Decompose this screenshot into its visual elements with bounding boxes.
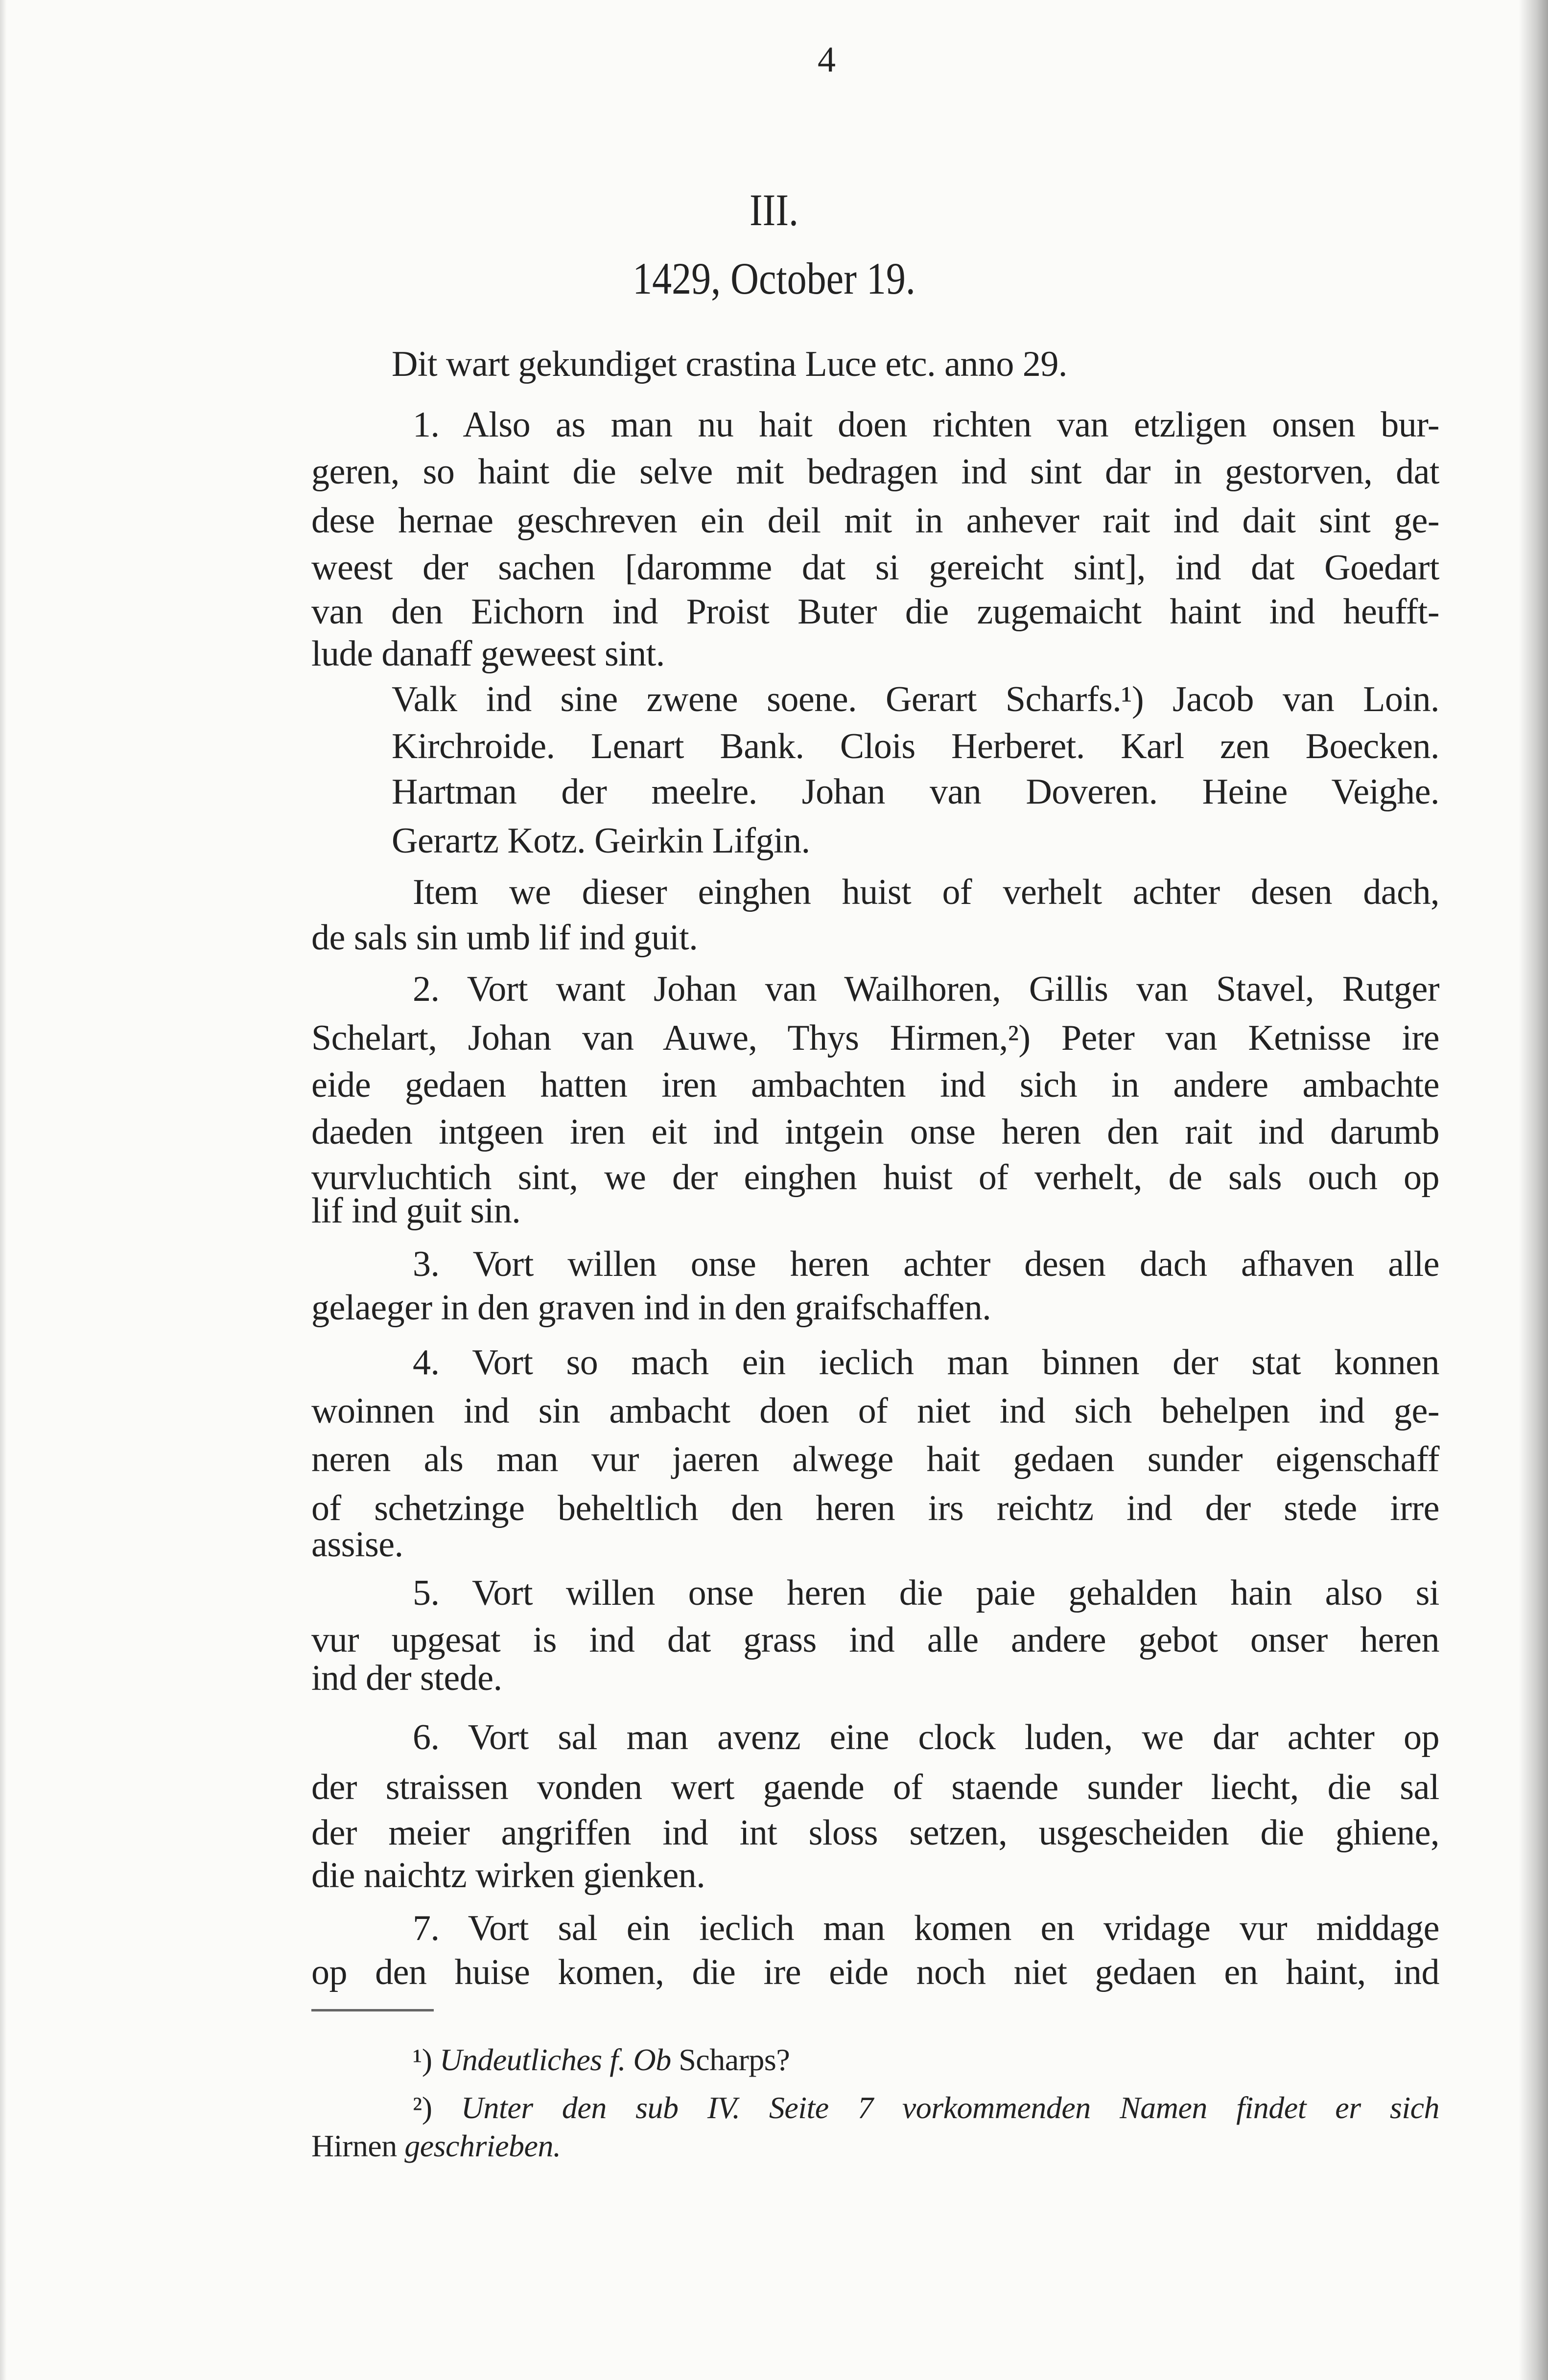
text-line: Item we dieser einghen huist of verhelt achter desen dach,: [413, 872, 1439, 912]
text-line: Schelart, Johan van Auwe, Thys Hirmen,²) Peter van Ketnisse ire: [311, 1018, 1439, 1058]
text-line: 4. Vort so mach ein ieclich man binnen der stat konnen: [413, 1342, 1439, 1383]
text-line: van den Eichorn ind Proist Buter die zugemaicht haint ind heufft-: [311, 592, 1439, 632]
text-line: Kirchroide. Lenart Bank. Clois Herberet. Karl zen Boecken.: [392, 726, 1439, 766]
text-line: weest der sachen [daromme dat si gereicht sint], ind dat Goedart: [311, 548, 1439, 588]
text-line: 7. Vort sal ein ieclich man komen en vridage vur middage: [413, 1908, 1439, 1948]
page-number: 4: [818, 40, 836, 80]
footnote-text-italic: Undeutliches f. Ob: [440, 2042, 671, 2077]
footnote-2: [413, 2084, 1439, 2132]
text-line: der meier angriffen ind int sloss setzen, usgescheiden die ghiene,: [311, 1813, 1439, 1853]
text-line: lude danaff geweest sint.: [311, 634, 665, 674]
date-heading: 1429, October 19.: [633, 254, 915, 304]
text-line: de sals sin umb lif ind guit.: [311, 918, 698, 958]
text-line: ind der stede.: [311, 1658, 502, 1698]
text-line: daeden intgeen iren eit ind intgein onse heren den rait ind darumb: [311, 1112, 1439, 1152]
footnote-2-continuation: [311, 2122, 561, 2170]
text-line: vurvluchtich sint, we der einghen huist of verhelt, de sals ouch op: [311, 1157, 1439, 1198]
text-line: assise.: [311, 1525, 403, 1565]
footnote-text-roman: Hirnen: [311, 2128, 397, 2163]
footnote-marker: ²): [413, 2090, 432, 2125]
text-line: dese hernae geschreven ein deil mit in anhever rait ind dait sint ge-: [311, 501, 1439, 541]
footnote-1: [413, 2036, 790, 2084]
footnote-separator: [311, 2009, 434, 2011]
text-line: geren, so haint die selve mit bedragen ind sint dar in gestorven, dat: [311, 452, 1439, 492]
text-line: woinnen ind sin ambacht doen of niet ind sich behelpen ind ge-: [311, 1391, 1439, 1431]
text-line: vur upgesat is ind dat grass ind alle andere gebot onser heren: [311, 1620, 1439, 1660]
footnote-text-italic: Unter den sub IV. Seite 7 vorkommenden Namen findet er sich: [461, 2090, 1440, 2125]
footnote-text-roman: Scharps?: [679, 2042, 790, 2077]
text-line: Hartman der meelre. Johan van Doveren. Heine Veighe.: [392, 772, 1439, 812]
text-line: 2. Vort want Johan van Wailhoren, Gillis van Stavel, Rutger: [413, 969, 1439, 1009]
text-line: gelaeger in den graven ind in den graifschaffen.: [311, 1288, 991, 1328]
text-line: lif ind guit sin.: [311, 1191, 521, 1231]
text-line: of schetzinge beheltlich den heren irs reichtz ind der stede irre: [311, 1488, 1439, 1528]
text-line: Valk ind sine zwene soene. Gerart Scharfs.¹) Jacob van Loin.: [392, 679, 1439, 719]
scan-left-edge: [0, 0, 7, 2380]
text-line: 3. Vort willen onse heren achter desen dach afhaven alle: [413, 1244, 1439, 1284]
text-line: 1. Also as man nu hait doen richten van etzligen onsen bur-: [413, 405, 1439, 445]
section-numeral: III.: [750, 185, 798, 235]
text-line: der straissen vonden wert gaende of staende sunder liecht, die sal: [311, 1767, 1439, 1807]
text-line: Dit wart gekundiget crastina Luce etc. anno 29.: [392, 344, 1067, 384]
footnote-text-italic: geschrieben.: [404, 2128, 561, 2163]
text-line: eide gedaen hatten iren ambachten ind sich in andere ambachte: [311, 1065, 1439, 1105]
text-line: Gerartz Kotz. Geirkin Lifgin.: [392, 821, 810, 861]
text-line: op den huise komen, die ire eide noch niet gedaen en haint, ind: [311, 1952, 1439, 1992]
footnote-marker: ¹): [413, 2042, 432, 2077]
text-line: 6. Vort sal man avenz eine clock luden, we dar achter op: [413, 1717, 1439, 1757]
text-line: die naichtz wirken gienken.: [311, 1855, 705, 1895]
text-line: neren als man vur jaeren alwege hait gedaen sunder eigenschaff: [311, 1439, 1439, 1479]
text-line: 5. Vort willen onse heren die paie gehalden hain also si: [413, 1573, 1439, 1613]
scan-right-edge-shadow: [1519, 0, 1548, 2380]
